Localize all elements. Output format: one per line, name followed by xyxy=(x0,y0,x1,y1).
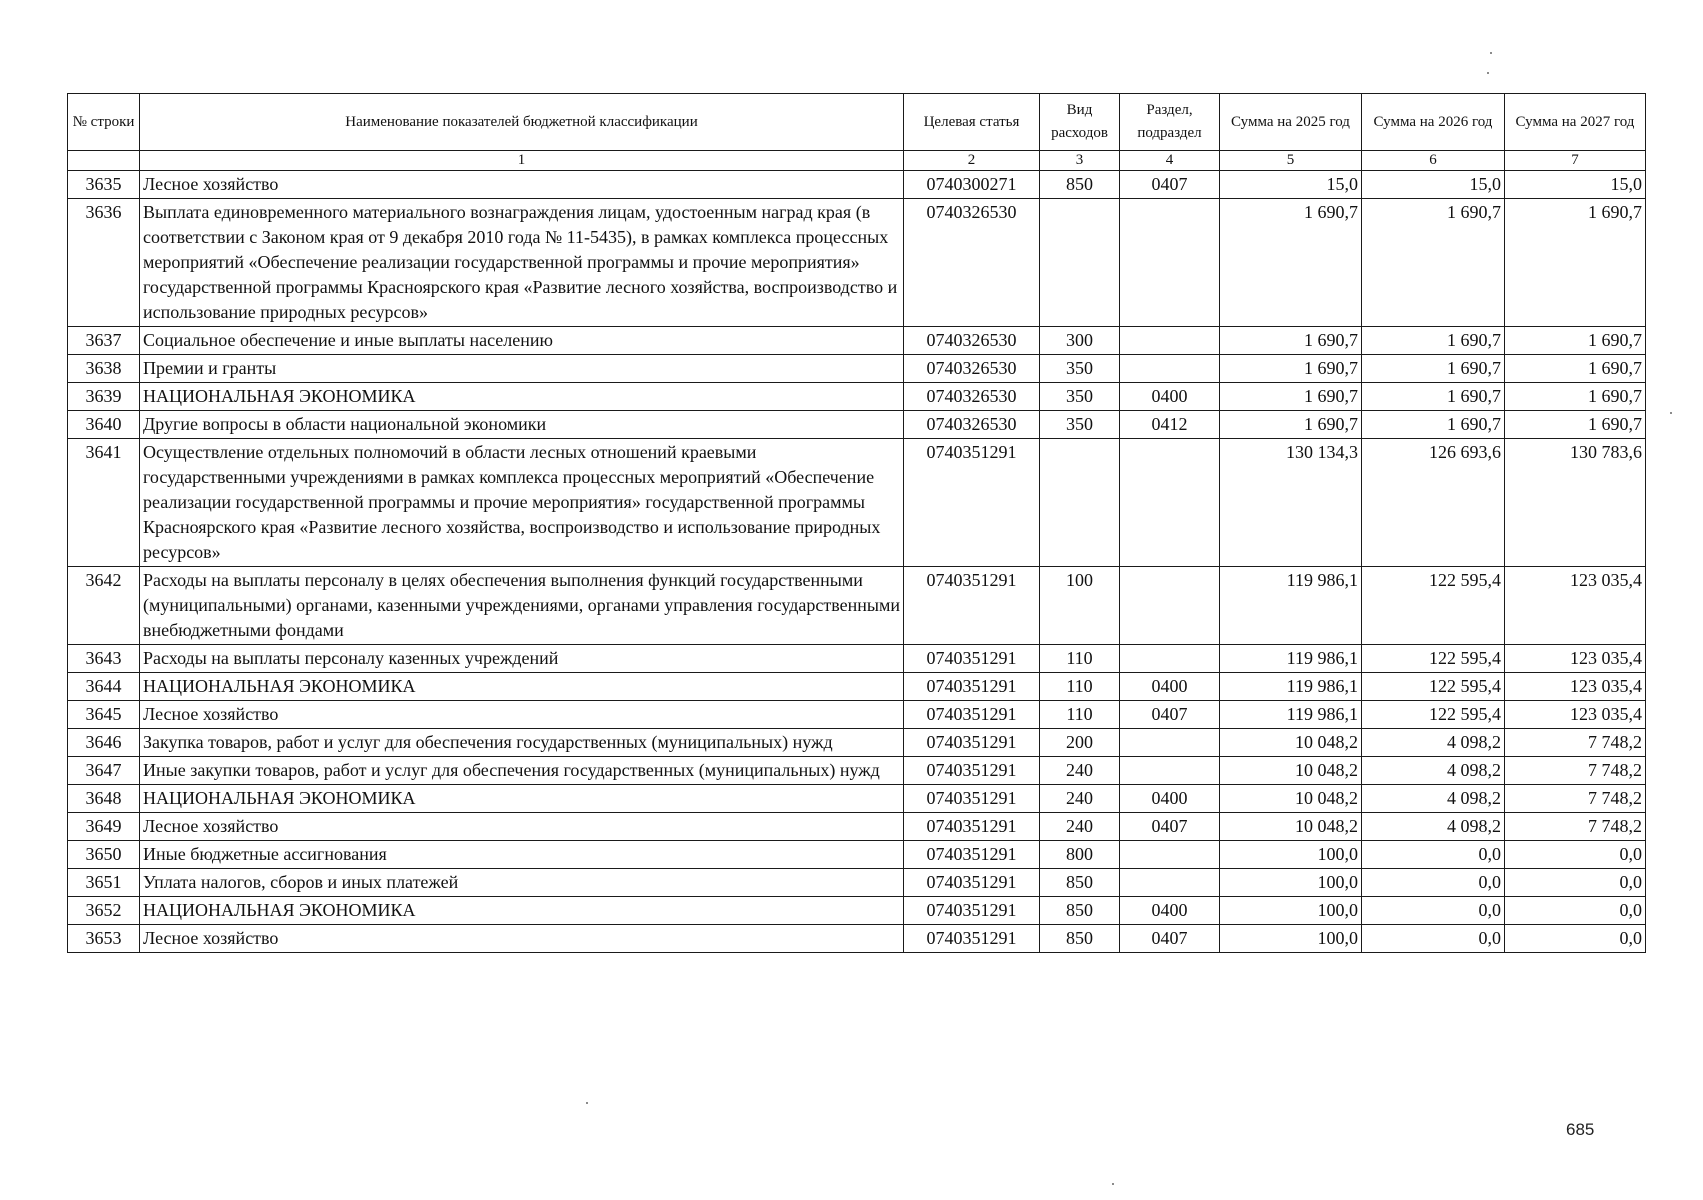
row-name-cell: Социальное обеспечение и иные выплаты населению xyxy=(140,327,904,355)
row-sum-2027-cell: 0,0 xyxy=(1505,925,1646,953)
row-sum-2027-cell: 130 783,6 xyxy=(1505,439,1646,567)
row-sum-2026-cell: 1 690,7 xyxy=(1362,411,1505,439)
row-expense-type-cell: 100 xyxy=(1040,567,1120,645)
row-name-cell: НАЦИОНАЛЬНАЯ ЭКОНОМИКА xyxy=(140,897,904,925)
row-name-cell: Премии и гранты xyxy=(140,355,904,383)
row-sum-2026-cell: 4 098,2 xyxy=(1362,729,1505,757)
row-section-cell xyxy=(1120,869,1220,897)
table-row xyxy=(68,439,1646,567)
row-name-cell: Другие вопросы в области национальной экономики xyxy=(140,411,904,439)
row-sum-2027-cell: 123 035,4 xyxy=(1505,567,1646,645)
header-name: Наименование показателей бюджетной классификации xyxy=(140,94,904,151)
row-sum-2025-cell: 130 134,3 xyxy=(1220,439,1362,567)
table-row xyxy=(68,813,1646,841)
budget-sheet xyxy=(67,93,1646,953)
row-expense-type-cell: 350 xyxy=(1040,383,1120,411)
row-sum-2025-cell: 100,0 xyxy=(1220,925,1362,953)
row-name-cell: Иные бюджетные ассигнования xyxy=(140,841,904,869)
row-sum-2025-cell: 1 690,7 xyxy=(1220,327,1362,355)
row-section-cell: 0407 xyxy=(1120,701,1220,729)
table-row xyxy=(68,757,1646,785)
row-number-cell: 3644 xyxy=(68,673,140,701)
column-number: 7 xyxy=(1505,151,1646,171)
row-sum-2025-cell: 10 048,2 xyxy=(1220,785,1362,813)
row-sum-2025-cell: 1 690,7 xyxy=(1220,355,1362,383)
row-name-cell: Лесное хозяйство xyxy=(140,171,904,199)
row-section-cell xyxy=(1120,327,1220,355)
row-section-cell: 0400 xyxy=(1120,897,1220,925)
row-target-article-cell: 0740351291 xyxy=(904,785,1040,813)
header-sum-2027: Сумма на 2027 год xyxy=(1505,94,1646,151)
row-sum-2026-cell: 122 595,4 xyxy=(1362,645,1505,673)
row-name-cell: Закупка товаров, работ и услуг для обеспечения государственных (муниципальных) нужд xyxy=(140,729,904,757)
row-target-article-cell: 0740351291 xyxy=(904,673,1040,701)
row-number-cell: 3652 xyxy=(68,897,140,925)
row-target-article-cell: 0740326530 xyxy=(904,411,1040,439)
row-target-article-cell: 0740351291 xyxy=(904,925,1040,953)
row-sum-2026-cell: 122 595,4 xyxy=(1362,673,1505,701)
row-sum-2026-cell: 122 595,4 xyxy=(1362,567,1505,645)
row-expense-type-cell xyxy=(1040,439,1120,567)
row-number-cell: 3637 xyxy=(68,327,140,355)
row-section-cell xyxy=(1120,841,1220,869)
table-row xyxy=(68,925,1646,953)
row-target-article-cell: 0740351291 xyxy=(904,869,1040,897)
scan-speck xyxy=(1670,412,1672,414)
table-body xyxy=(68,171,1646,953)
column-number: 1 xyxy=(140,151,904,171)
table-row xyxy=(68,729,1646,757)
row-sum-2027-cell: 123 035,4 xyxy=(1505,673,1646,701)
row-sum-2027-cell: 1 690,7 xyxy=(1505,355,1646,383)
row-section-cell xyxy=(1120,355,1220,383)
header-row-number: № строки xyxy=(68,94,140,151)
table-row xyxy=(68,383,1646,411)
row-expense-type-cell: 350 xyxy=(1040,355,1120,383)
row-number-cell: 3640 xyxy=(68,411,140,439)
row-number-cell: 3641 xyxy=(68,439,140,567)
row-section-cell: 0407 xyxy=(1120,925,1220,953)
row-sum-2026-cell: 4 098,2 xyxy=(1362,757,1505,785)
row-sum-2027-cell: 7 748,2 xyxy=(1505,757,1646,785)
row-expense-type-cell: 240 xyxy=(1040,785,1120,813)
row-sum-2025-cell: 1 690,7 xyxy=(1220,411,1362,439)
row-sum-2027-cell: 0,0 xyxy=(1505,869,1646,897)
row-number-cell: 3645 xyxy=(68,701,140,729)
row-sum-2027-cell: 1 690,7 xyxy=(1505,199,1646,327)
row-sum-2025-cell: 100,0 xyxy=(1220,841,1362,869)
column-number: 5 xyxy=(1220,151,1362,171)
row-sum-2026-cell: 1 690,7 xyxy=(1362,199,1505,327)
row-section-cell: 0400 xyxy=(1120,785,1220,813)
table-row xyxy=(68,199,1646,327)
row-number-cell: 3636 xyxy=(68,199,140,327)
row-target-article-cell: 0740351291 xyxy=(904,439,1040,567)
row-section-cell: 0400 xyxy=(1120,673,1220,701)
table-row xyxy=(68,355,1646,383)
row-expense-type-cell: 110 xyxy=(1040,701,1120,729)
row-sum-2025-cell: 10 048,2 xyxy=(1220,729,1362,757)
row-number-cell: 3648 xyxy=(68,785,140,813)
row-sum-2027-cell: 7 748,2 xyxy=(1505,785,1646,813)
row-sum-2027-cell: 1 690,7 xyxy=(1505,411,1646,439)
row-sum-2025-cell: 119 986,1 xyxy=(1220,645,1362,673)
row-target-article-cell: 0740326530 xyxy=(904,383,1040,411)
row-expense-type-cell: 200 xyxy=(1040,729,1120,757)
row-section-cell: 0407 xyxy=(1120,813,1220,841)
row-section-cell xyxy=(1120,199,1220,327)
row-number-cell: 3635 xyxy=(68,171,140,199)
column-number: 3 xyxy=(1040,151,1120,171)
row-name-cell: Расходы на выплаты персоналу в целях обеспечения выполнения функций государственными (муниципальными) органами, казенными учреждениями, органами управления государственными внебюджетными фондами xyxy=(140,567,904,645)
row-sum-2026-cell: 0,0 xyxy=(1362,897,1505,925)
row-target-article-cell: 0740300271 xyxy=(904,171,1040,199)
row-expense-type-cell: 350 xyxy=(1040,411,1120,439)
row-name-cell: Уплата налогов, сборов и иных платежей xyxy=(140,869,904,897)
row-sum-2027-cell: 123 035,4 xyxy=(1505,645,1646,673)
row-sum-2025-cell: 10 048,2 xyxy=(1220,757,1362,785)
table-row xyxy=(68,411,1646,439)
table-row xyxy=(68,171,1646,199)
row-expense-type-cell: 110 xyxy=(1040,673,1120,701)
scan-speck xyxy=(1112,1183,1114,1185)
row-name-cell: НАЦИОНАЛЬНАЯ ЭКОНОМИКА xyxy=(140,383,904,411)
row-sum-2027-cell: 1 690,7 xyxy=(1505,327,1646,355)
row-section-cell: 0407 xyxy=(1120,171,1220,199)
row-sum-2026-cell: 1 690,7 xyxy=(1362,327,1505,355)
table-row xyxy=(68,841,1646,869)
row-name-cell: Выплата единовременного материального вознаграждения лицам, удостоенным наград края (в соответствии с Законом края от 9 декабря 2010 года № 11-5435), в рамках комплекса процессных мероприятий «Обеспечение реализации государственной программы и прочие мероприятия» государственной программы Красноярского края «Развитие лесного хозяйства, воспроизводство и использование природных ресурсов» xyxy=(140,199,904,327)
row-sum-2025-cell: 119 986,1 xyxy=(1220,673,1362,701)
row-sum-2025-cell: 1 690,7 xyxy=(1220,199,1362,327)
row-sum-2025-cell: 10 048,2 xyxy=(1220,813,1362,841)
row-target-article-cell: 0740351291 xyxy=(904,841,1040,869)
row-sum-2026-cell: 4 098,2 xyxy=(1362,813,1505,841)
row-sum-2025-cell: 15,0 xyxy=(1220,171,1362,199)
row-section-cell xyxy=(1120,729,1220,757)
row-number-cell: 3646 xyxy=(68,729,140,757)
row-expense-type-cell: 850 xyxy=(1040,171,1120,199)
table-row xyxy=(68,701,1646,729)
row-sum-2026-cell: 0,0 xyxy=(1362,869,1505,897)
row-target-article-cell: 0740351291 xyxy=(904,567,1040,645)
row-name-cell: Лесное хозяйство xyxy=(140,925,904,953)
row-sum-2026-cell: 4 098,2 xyxy=(1362,785,1505,813)
row-name-cell: Иные закупки товаров, работ и услуг для обеспечения государственных (муниципальных) нужд xyxy=(140,757,904,785)
row-name-cell: Расходы на выплаты персоналу казенных учреждений xyxy=(140,645,904,673)
row-number-cell: 3650 xyxy=(68,841,140,869)
row-sum-2027-cell: 15,0 xyxy=(1505,171,1646,199)
row-expense-type-cell: 300 xyxy=(1040,327,1120,355)
row-name-cell: Лесное хозяйство xyxy=(140,701,904,729)
row-sum-2027-cell: 0,0 xyxy=(1505,897,1646,925)
table-row xyxy=(68,897,1646,925)
row-sum-2027-cell: 7 748,2 xyxy=(1505,813,1646,841)
row-sum-2026-cell: 0,0 xyxy=(1362,925,1505,953)
column-number xyxy=(68,151,140,171)
row-number-cell: 3642 xyxy=(68,567,140,645)
header-target-article: Целевая статья xyxy=(904,94,1040,151)
table-row xyxy=(68,869,1646,897)
row-expense-type-cell xyxy=(1040,199,1120,327)
header-section: Раздел, подраздел xyxy=(1120,94,1220,151)
row-target-article-cell: 0740326530 xyxy=(904,327,1040,355)
row-sum-2026-cell: 0,0 xyxy=(1362,841,1505,869)
scan-speck xyxy=(1487,72,1489,74)
row-sum-2025-cell: 100,0 xyxy=(1220,869,1362,897)
row-expense-type-cell: 800 xyxy=(1040,841,1120,869)
row-name-cell: НАЦИОНАЛЬНАЯ ЭКОНОМИКА xyxy=(140,785,904,813)
row-expense-type-cell: 110 xyxy=(1040,645,1120,673)
row-name-cell: Осуществление отдельных полномочий в области лесных отношений краевыми государственными учреждениями в рамках комплекса процессных мероприятий «Обеспечение реализации государственной программы и прочие мероприятия» государственной программы Красноярского края «Развитие лесного хозяйства, воспроизводство и использование природных ресурсов» xyxy=(140,439,904,567)
row-expense-type-cell: 850 xyxy=(1040,897,1120,925)
table-row xyxy=(68,567,1646,645)
column-number: 4 xyxy=(1120,151,1220,171)
row-target-article-cell: 0740351291 xyxy=(904,645,1040,673)
row-section-cell xyxy=(1120,645,1220,673)
row-target-article-cell: 0740326530 xyxy=(904,199,1040,327)
row-expense-type-cell: 240 xyxy=(1040,757,1120,785)
row-sum-2026-cell: 1 690,7 xyxy=(1362,355,1505,383)
row-sum-2027-cell: 123 035,4 xyxy=(1505,701,1646,729)
header-expense-type: Вид расходов xyxy=(1040,94,1120,151)
row-target-article-cell: 0740351291 xyxy=(904,757,1040,785)
row-target-article-cell: 0740351291 xyxy=(904,701,1040,729)
column-number: 6 xyxy=(1362,151,1505,171)
row-number-cell: 3639 xyxy=(68,383,140,411)
row-sum-2027-cell: 1 690,7 xyxy=(1505,383,1646,411)
scan-speck xyxy=(586,1102,588,1104)
row-sum-2026-cell: 1 690,7 xyxy=(1362,383,1505,411)
row-target-article-cell: 0740326530 xyxy=(904,355,1040,383)
row-sum-2026-cell: 126 693,6 xyxy=(1362,439,1505,567)
row-section-cell xyxy=(1120,757,1220,785)
row-target-article-cell: 0740351291 xyxy=(904,813,1040,841)
row-number-cell: 3647 xyxy=(68,757,140,785)
row-expense-type-cell: 850 xyxy=(1040,925,1120,953)
row-name-cell: НАЦИОНАЛЬНАЯ ЭКОНОМИКА xyxy=(140,673,904,701)
table-row xyxy=(68,645,1646,673)
header-sum-2025: Сумма на 2025 год xyxy=(1220,94,1362,151)
row-number-cell: 3643 xyxy=(68,645,140,673)
row-sum-2025-cell: 119 986,1 xyxy=(1220,567,1362,645)
column-number-row xyxy=(68,151,1646,171)
row-sum-2025-cell: 1 690,7 xyxy=(1220,383,1362,411)
budget-table xyxy=(67,93,1646,953)
row-section-cell xyxy=(1120,567,1220,645)
table-row xyxy=(68,673,1646,701)
table-row xyxy=(68,785,1646,813)
row-number-cell: 3638 xyxy=(68,355,140,383)
table-row xyxy=(68,327,1646,355)
row-sum-2027-cell: 7 748,2 xyxy=(1505,729,1646,757)
scan-speck xyxy=(1490,52,1492,54)
row-name-cell: Лесное хозяйство xyxy=(140,813,904,841)
row-sum-2025-cell: 119 986,1 xyxy=(1220,701,1362,729)
row-expense-type-cell: 850 xyxy=(1040,869,1120,897)
page-number: 685 xyxy=(1566,1120,1595,1139)
table-header-row xyxy=(68,94,1646,151)
row-number-cell: 3653 xyxy=(68,925,140,953)
row-sum-2026-cell: 15,0 xyxy=(1362,171,1505,199)
row-number-cell: 3651 xyxy=(68,869,140,897)
row-section-cell: 0412 xyxy=(1120,411,1220,439)
column-number: 2 xyxy=(904,151,1040,171)
row-target-article-cell: 0740351291 xyxy=(904,897,1040,925)
row-section-cell: 0400 xyxy=(1120,383,1220,411)
row-sum-2026-cell: 122 595,4 xyxy=(1362,701,1505,729)
row-sum-2025-cell: 100,0 xyxy=(1220,897,1362,925)
row-sum-2027-cell: 0,0 xyxy=(1505,841,1646,869)
row-section-cell xyxy=(1120,439,1220,567)
row-target-article-cell: 0740351291 xyxy=(904,729,1040,757)
header-sum-2026: Сумма на 2026 год xyxy=(1362,94,1505,151)
row-number-cell: 3649 xyxy=(68,813,140,841)
row-expense-type-cell: 240 xyxy=(1040,813,1120,841)
